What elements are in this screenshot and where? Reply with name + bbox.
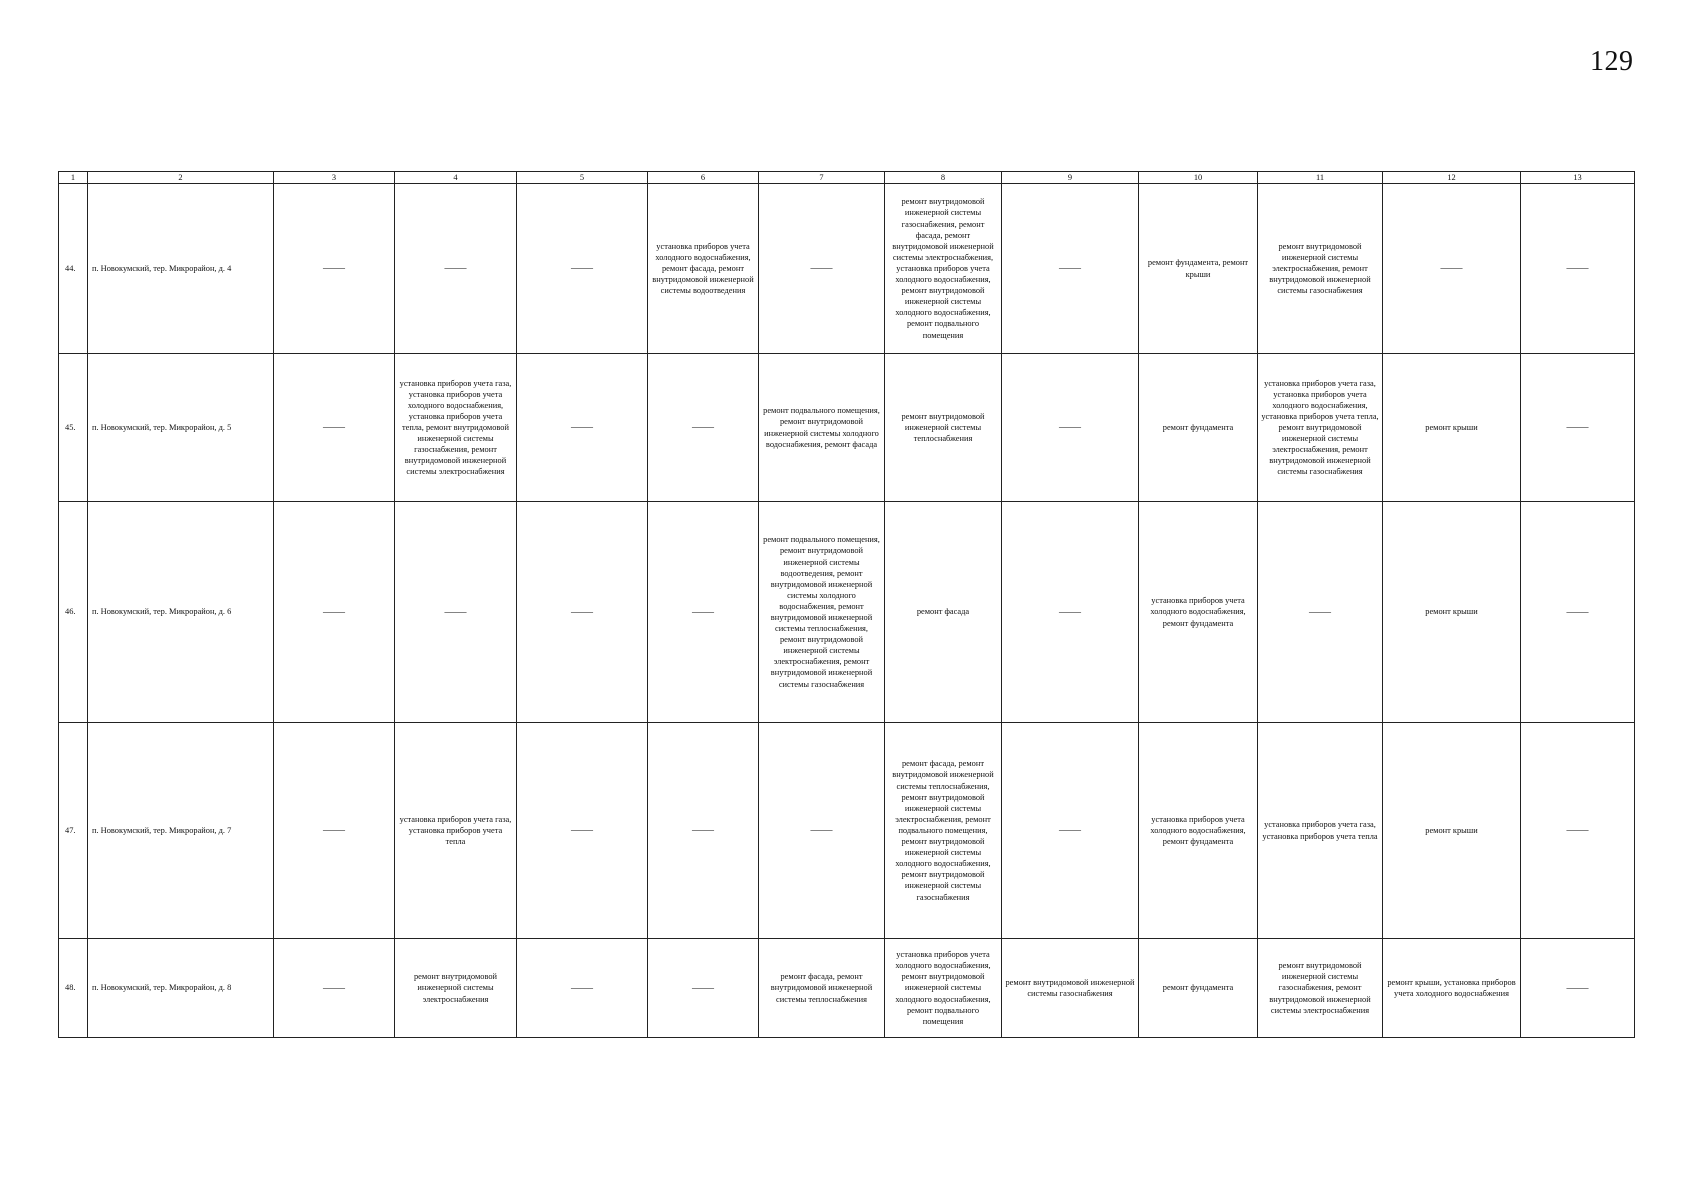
cell-col-7: —— (759, 184, 885, 354)
cell-col-11: —— (1258, 502, 1383, 723)
column-number: 7 (759, 172, 885, 184)
cell-col-9: —— (1002, 184, 1139, 354)
cell-col-9: —— (1002, 502, 1139, 723)
address-cell: п. Новокумский, тер. Микрорайон, д. 4 (88, 184, 274, 354)
cell-col-11: ремонт внутридомовой инженерной системы электроснабжения, ремонт внутридомовой инженерной системы газоснабжения (1258, 184, 1383, 354)
column-number: 11 (1258, 172, 1383, 184)
cell-col-9: —— (1002, 354, 1139, 502)
cell-col-10: установка приборов учета холодного водоснабжения, ремонт фундамента (1139, 723, 1258, 939)
table-row (59, 939, 1635, 1038)
cell-col-12: ремонт крыши (1383, 723, 1521, 939)
address-cell: п. Новокумский, тер. Микрорайон, д. 8 (88, 939, 274, 1038)
column-number: 12 (1383, 172, 1521, 184)
table-row (59, 502, 1635, 723)
cell-col-13: —— (1521, 723, 1635, 939)
column-number: 5 (517, 172, 648, 184)
cell-col-6: —— (648, 939, 759, 1038)
column-number: 2 (88, 172, 274, 184)
cell-col-8: ремонт фасада (885, 502, 1002, 723)
cell-col-3: —— (274, 184, 395, 354)
cell-col-8: ремонт внутридомовой инженерной системы теплоснабжения (885, 354, 1002, 502)
cell-col-4: установка приборов учета газа, установка приборов учета тепла (395, 723, 517, 939)
cell-col-12: —— (1383, 184, 1521, 354)
cell-col-10: ремонт фундамента, ремонт крыши (1139, 184, 1258, 354)
column-number: 4 (395, 172, 517, 184)
cell-col-7: ремонт подвального помещения, ремонт внутридомовой инженерной системы холодного водоснабжения, ремонт фасада (759, 354, 885, 502)
cell-col-6: —— (648, 723, 759, 939)
cell-col-10: установка приборов учета холодного водоснабжения, ремонт фундамента (1139, 502, 1258, 723)
cell-col-11: установка приборов учета газа, установка приборов учета тепла (1258, 723, 1383, 939)
column-number: 9 (1002, 172, 1139, 184)
column-number: 3 (274, 172, 395, 184)
cell-col-6: установка приборов учета холодного водоснабжения, ремонт фасада, ремонт внутридомовой инженерной системы водоотведения (648, 184, 759, 354)
cell-col-13: —— (1521, 354, 1635, 502)
address-cell: п. Новокумский, тер. Микрорайон, д. 5 (88, 354, 274, 502)
cell-col-7: —— (759, 723, 885, 939)
cell-col-5: —— (517, 354, 648, 502)
column-number: 8 (885, 172, 1002, 184)
column-number: 13 (1521, 172, 1635, 184)
cell-col-6: —— (648, 502, 759, 723)
cell-col-5: —— (517, 502, 648, 723)
cell-col-6: —— (648, 354, 759, 502)
cell-col-13: —— (1521, 939, 1635, 1038)
cell-col-9: —— (1002, 723, 1139, 939)
cell-col-11: установка приборов учета газа, установка приборов учета холодного водоснабжения, установка приборов учета тепла, ремонт внутридомовой инженерной системы электроснабжения, ремонт внутридомовой инженерной системы газоснабжения (1258, 354, 1383, 502)
repair-schedule-table (58, 171, 1635, 1038)
cell-col-10: ремонт фундамента (1139, 354, 1258, 502)
row-number: 46. (59, 502, 88, 723)
row-number: 48. (59, 939, 88, 1038)
cell-col-4: —— (395, 502, 517, 723)
cell-col-8: установка приборов учета холодного водоснабжения, ремонт внутридомовой инженерной системы холодного водоснабжения, ремонт подвального помещения (885, 939, 1002, 1038)
cell-col-12: ремонт крыши (1383, 354, 1521, 502)
cell-col-3: —— (274, 723, 395, 939)
cell-col-3: —— (274, 502, 395, 723)
cell-col-7: ремонт фасада, ремонт внутридомовой инженерной системы теплоснабжения (759, 939, 885, 1038)
table-row (59, 723, 1635, 939)
cell-col-8: ремонт внутридомовой инженерной системы газоснабжения, ремонт фасада, ремонт внутридомовой инженерной системы электроснабжения, установка приборов учета холодного водоснабжения, ремонт внутридомовой инженерной системы холодного водоснабжения, ремонт подвального помещения (885, 184, 1002, 354)
table-row (59, 184, 1635, 354)
cell-col-7: ремонт подвального помещения, ремонт внутридомовой инженерной системы водоотведения, ремонт внутридомовой инженерной системы холодного водоснабжения, ремонт внутридомовой инженерной системы теплоснабжения, ремонт внутридомовой инженерной системы электроснабжения, ремонт внутридомовой инженерной системы газоснабжения (759, 502, 885, 723)
cell-col-12: ремонт крыши (1383, 502, 1521, 723)
cell-col-4: —— (395, 184, 517, 354)
cell-col-9: ремонт внутридомовой инженерной системы газоснабжения (1002, 939, 1139, 1038)
column-number: 1 (59, 172, 88, 184)
cell-col-8: ремонт фасада, ремонт внутридомовой инженерной системы теплоснабжения, ремонт внутридомовой инженерной системы электроснабжения, ремонт подвального помещения, ремонт внутридомовой инженерной системы холодного водоснабжения, ремонт внутридомовой инженерной системы газоснабжения (885, 723, 1002, 939)
column-number-row (59, 172, 1635, 184)
cell-col-5: —— (517, 184, 648, 354)
cell-col-3: —— (274, 354, 395, 502)
cell-col-5: —— (517, 723, 648, 939)
cell-col-12: ремонт крыши, установка приборов учета холодного водоснабжения (1383, 939, 1521, 1038)
cell-col-4: установка приборов учета газа, установка приборов учета холодного водоснабжения, установка приборов учета тепла, ремонт внутридомовой инженерной системы газоснабжения, ремонт внутридомовой инженерной системы электроснабжения (395, 354, 517, 502)
cell-col-5: —— (517, 939, 648, 1038)
row-number: 44. (59, 184, 88, 354)
cell-col-4: ремонт внутридомовой инженерной системы электроснабжения (395, 939, 517, 1038)
column-number: 10 (1139, 172, 1258, 184)
row-number: 45. (59, 354, 88, 502)
table-row (59, 354, 1635, 502)
address-cell: п. Новокумский, тер. Микрорайон, д. 6 (88, 502, 274, 723)
cell-col-10: ремонт фундамента (1139, 939, 1258, 1038)
address-cell: п. Новокумский, тер. Микрорайон, д. 7 (88, 723, 274, 939)
page-number: 129 (1590, 46, 1634, 77)
column-number: 6 (648, 172, 759, 184)
row-number: 47. (59, 723, 88, 939)
cell-col-13: —— (1521, 502, 1635, 723)
cell-col-11: ремонт внутридомовой инженерной системы газоснабжения, ремонт внутридомовой инженерной системы электроснабжения (1258, 939, 1383, 1038)
cell-col-3: —— (274, 939, 395, 1038)
cell-col-13: —— (1521, 184, 1635, 354)
